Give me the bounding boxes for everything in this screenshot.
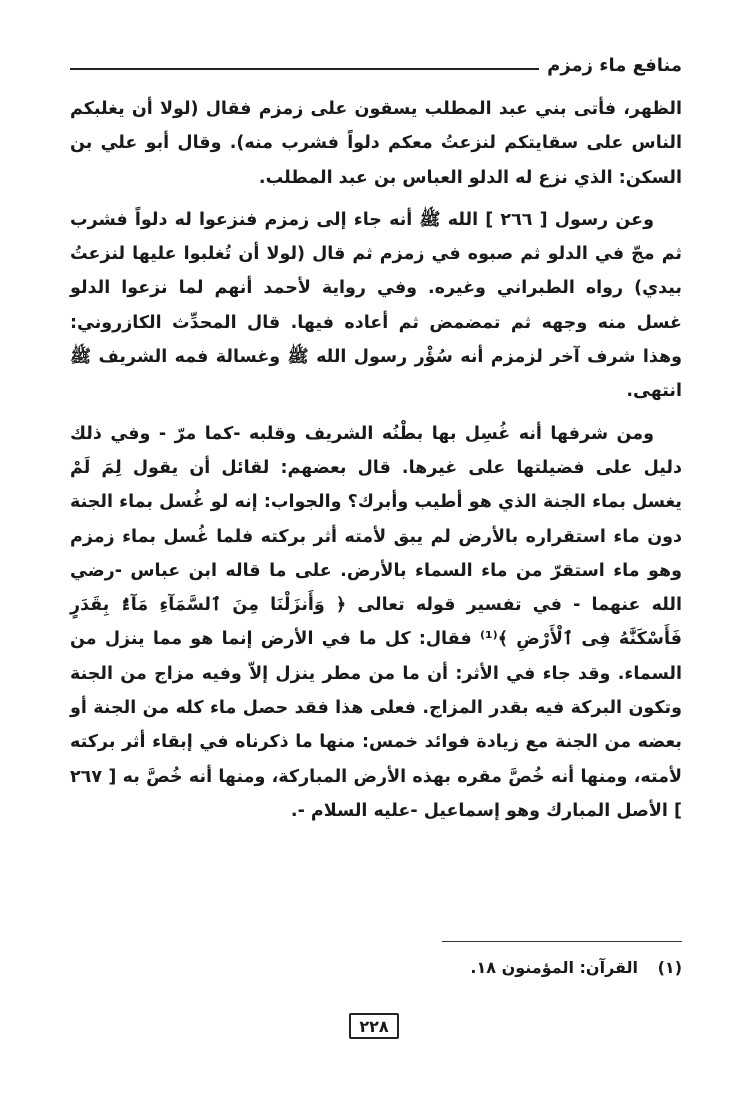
paragraph: ومن شرفها أنه غُسِل بها بطْنُه الشريف وقلبه -كما مرّ - وفي ذلك دليل على فضيلتها على غيرها. قال بعضهم: لقائل أن يقول لِمَ لَمْ يغسل بماء الجنة الذي هو أطيب وأبرك؟ والجواب: إنه لو غُسل بماء الجنة دون ماء استقراره بالأرض لم يبق لأمته أثر بركته فلما غُسل بماء زمزم وهو ماء استقرّ من ماء السماء بالأرض. على ما قاله ابن عباس -رضي الله عنهما - في تفسير قوله تعالى ﴿ وَأَنزَلْنَا مِنَ ٱلسَّمَآءِ مَآءًۢ بِقَدَرٍ فَأَسْكَنَّٰهُ فِى ٱلْأَرْضِ ﴾⁽¹⁾ فقال: كل ما في الأرض إنما هو مما ينزل من السماء. وقد جاء في الأثر: أن ما من مطر ينزل إلاّ وفيه مزاج من الجنة وتكون البركة فيه بقدر المزاج. فعلى هذا فقد حصل ماء كله من الجنة أو بعضه من الجنة مع زيادة فوائد خمس: منها ما ذكرناه في إبقاء أثر بركته لأمته، ومنها أنه خُصَّ مقره بهذه الأرض المباركة، ومنها أنه خُصَّ به [ ٢٦٧ ] الأصل المبارك وهو إسماعيل -عليه السلام -. (70, 423, 682, 821)
footnote (70, 958, 682, 977)
paragraph: الظهر، فأتى بني عبد المطلب يسقون على زمزم فقال (لولا أن يغلبكم الناس على سقايتكم لنزعتُ معكم دلواً فشرب منه). وقال أبو علي بن السكن: الذي نزع له الدلو العباس بن عبد المطلب. (70, 99, 682, 188)
page-number: ٢٢٨ (349, 1013, 399, 1039)
footnote-divider (442, 941, 682, 942)
running-header (70, 48, 682, 82)
paragraph: وعن رسول [ ٢٦٦ ] الله ﷺ أنه جاء إلى زمزم فنزعوا له دلواً فشرب ثم مجّ في الدلو ثم صبوه في زمزم ثم قال (لولا أن تُغلبوا عليها لنزعتُ بيدي) رواه الطبراني وغيره. وفي رواية لأحمد أنهم لما نزعوا الدلو غسل منه وجهه ثم تمضمض ثم أعاده فيها. قال المحدِّث الكازروني: وهذا شرف آخر لزمزم أنه سُؤْر رسول الله ﷺ وغسالة فمه الشريف ﷺ انتهى. (70, 209, 682, 402)
header-rule (70, 68, 539, 70)
footnote-text: القرآن: المؤمنون ١٨. (470, 958, 639, 977)
header-title: منافع ماء زمزم (547, 54, 682, 76)
footnote-marker: (١) (657, 958, 682, 977)
body-text (70, 92, 682, 828)
